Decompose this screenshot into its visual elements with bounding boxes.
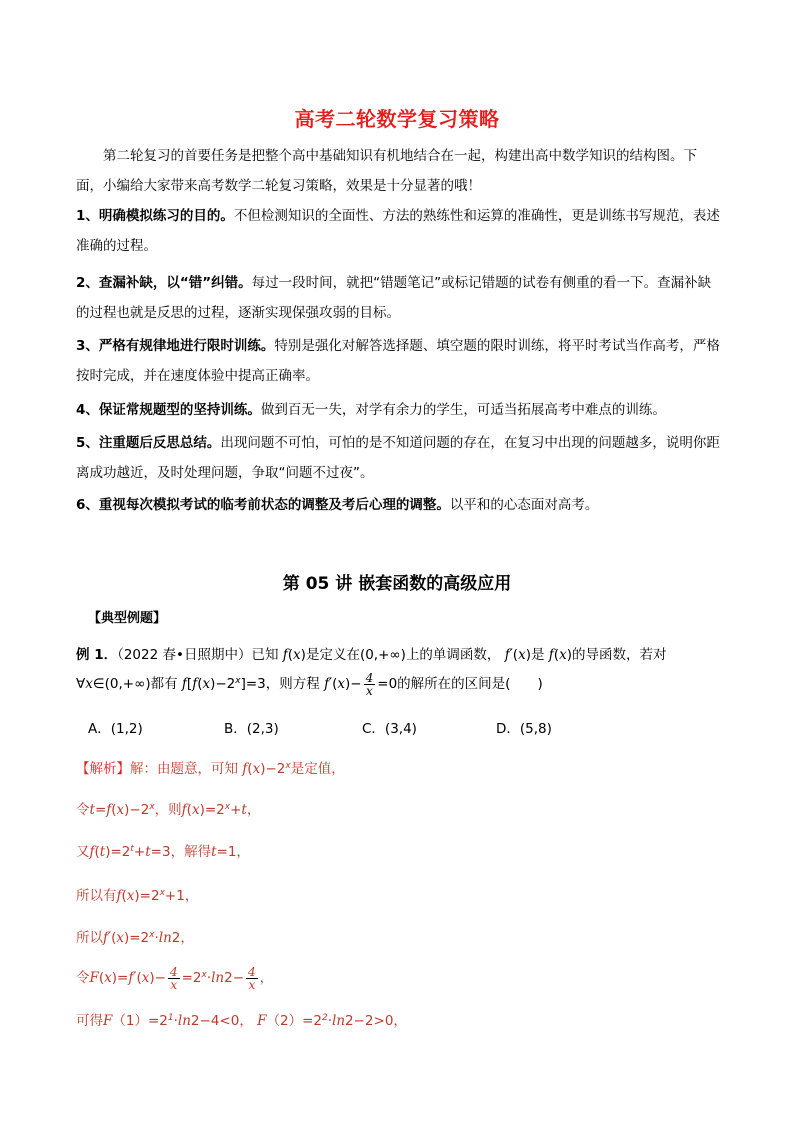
solution-text-2b: ，则	[154, 802, 182, 818]
tip-1-heading: 1、明确模拟练习的目的。	[76, 208, 234, 224]
tip-3-text: 特别是强化对解答选择题、填空题的限时训练，将平时考试当作高考，严格按时完成，并在速度体验中提高正确率。	[76, 338, 720, 384]
solution-text-2c: ，	[246, 802, 261, 818]
solution-line-1: 【解析】解：由题意，可知 $f(x)-2^x$是定值，	[76, 761, 345, 777]
solution-text-5a: 所以	[76, 930, 103, 946]
fraction-4-over-x: $\frac{4}{x}$	[365, 670, 374, 698]
solution-line-7: 可得$F(1)=2^1\cdot\ln 2-4<0$， $F(2)=2^2\cdot\ln 2-2>0$，	[76, 1013, 407, 1029]
tip-2	[76, 268, 722, 328]
tip-4	[76, 395, 722, 425]
example-label: 例 1．	[76, 647, 118, 663]
tip-5-heading: 5、注重题后反思总结。	[76, 435, 221, 451]
example-source: （2022 春•日照期中）	[117, 647, 252, 663]
solution-text-3c: ，	[236, 844, 250, 860]
solution-text-3b: ，解得	[170, 844, 212, 860]
example-line-2: ∀x∈(0,+∞)都有 $f[f(x)-2^x]=3$，则方程 f′(x)− $\frac{4}{x}$ =0的解所在的区间是( )	[76, 670, 543, 698]
example-text-4: 是	[530, 647, 545, 663]
example-text-3: 上的单调函数，	[405, 647, 501, 663]
solution-line-3: 又$f(t)=2^t+t=3$，解得t=1，	[76, 844, 250, 860]
example-text-8: 的解所在的区间是( )	[397, 676, 543, 692]
solution-text-3a: 又	[76, 844, 90, 860]
solution-line-5: 所以$f'(x)=2^x\cdot\ln 2$，	[76, 930, 194, 946]
solution-text-4b: ，	[184, 888, 199, 904]
tip-4-heading: 4、保证常规题型的坚持训练。	[76, 402, 261, 418]
math-fx: f	[282, 647, 288, 663]
solution-text-7c: ，	[239, 1013, 253, 1029]
tip-6	[76, 490, 722, 520]
solution-text-7b: （1）	[112, 1013, 148, 1029]
solution-label: 【解析】	[76, 761, 130, 777]
solution-text-6b: ，	[259, 970, 274, 986]
example-text-6: 都有	[150, 676, 178, 692]
solution-line-4: 所以有$f(x)=2^x+1$，	[76, 888, 199, 904]
solution-text-5b: ，	[180, 930, 194, 946]
solution-text-6a: 令	[76, 970, 90, 986]
tip-1	[76, 201, 722, 261]
solution-line-2: 令$t=f(x)-2^x$，则$f(x)=2^x+t$，	[76, 802, 261, 818]
solution-text-7d: （2）	[266, 1013, 303, 1029]
section-label: 【典型例题】	[88, 611, 167, 626]
tip-3-heading: 3、严格有规律地进行限时训练。	[76, 338, 275, 354]
solution-text-4a: 所以有	[76, 888, 117, 904]
choice-c[interactable]: C．(3,4)	[362, 721, 417, 737]
intro-paragraph: 第二轮复习的首要任务是把整个高中基础知识有机地结合在一起，构建出高中数学知识的结构图。下面，小编给大家带来高考数学二轮复习策略，效果是十分显著的哦！	[76, 148, 697, 194]
tip-6-text: 以平和的心态面对高考。	[449, 497, 599, 513]
document-title: 高考二轮数学复习策略	[294, 107, 500, 131]
example-line-1: 例 1．（2022 春•日照期中）已知 f(x)是定义在(0,+∞)上的单调函数， f′(x)是 f(x)的导函数，若对	[76, 647, 667, 663]
choice-a[interactable]: A．(1,2)	[88, 721, 143, 737]
tip-2-text: 每过一段时间，就把“错题笔记”或标记错题的试卷有侧重的看一下。查漏补缺的过程也就是反思的过程，逐渐实现保强攻弱的目标。	[76, 275, 712, 321]
tip-4-text: 做到百无一失，对学有余力的学生，可适当拓展高考中难点的训练。	[260, 402, 666, 418]
solution-text-2a: 令	[76, 802, 90, 818]
tip-5-text: 出现问题不可怕，可怕的是不知道问题的存在，在复习中出现的问题越多，说明你距离成功越近，及时处理问题，争取“问题不过夜”。	[76, 435, 720, 481]
tip-5	[76, 428, 722, 488]
choice-d[interactable]: D．(5,8)	[496, 721, 552, 737]
fraction-4-over-x-b: $\frac{4}{x}$	[248, 964, 256, 992]
lecture-title: 第 05 讲 嵌套函数的高级应用	[282, 574, 512, 594]
example-text-7: ，则方程	[265, 676, 320, 692]
example-text-1: 已知	[251, 647, 279, 663]
solution-text-7e: ，	[393, 1013, 407, 1029]
tip-2-heading: 2、查漏补缺，以“错”纠错。	[76, 275, 252, 291]
solution-line-6: 令F(x)=f′(x)− $\frac{4}{x}$ $=2^x\cdot\ln 2-$ $\frac{4}{x}$ ，	[76, 964, 274, 992]
example-text-5: 的导函数，若对	[571, 647, 667, 663]
tip-3	[76, 331, 722, 391]
fraction-4-over-x-a: $\frac{4}{x}$	[169, 964, 178, 992]
example-text-2: 是定义在	[305, 647, 360, 663]
solution-text-1: 解：由题意，可知	[130, 761, 238, 777]
solution-text-1b: 是定值，	[290, 761, 345, 777]
math-fprime: f′	[504, 647, 513, 663]
tip-6-heading: 6、重视每次模拟考试的临考前状态的调整及考后心理的调整。	[76, 497, 450, 513]
tip-1-text: 不但检测知识的全面性、方法的熟练性和运算的准确性，更是训练书写规范，表述准确的过程。	[76, 208, 720, 254]
choice-b[interactable]: B．(2,3)	[224, 721, 279, 737]
solution-text-7a: 可得	[76, 1013, 103, 1029]
